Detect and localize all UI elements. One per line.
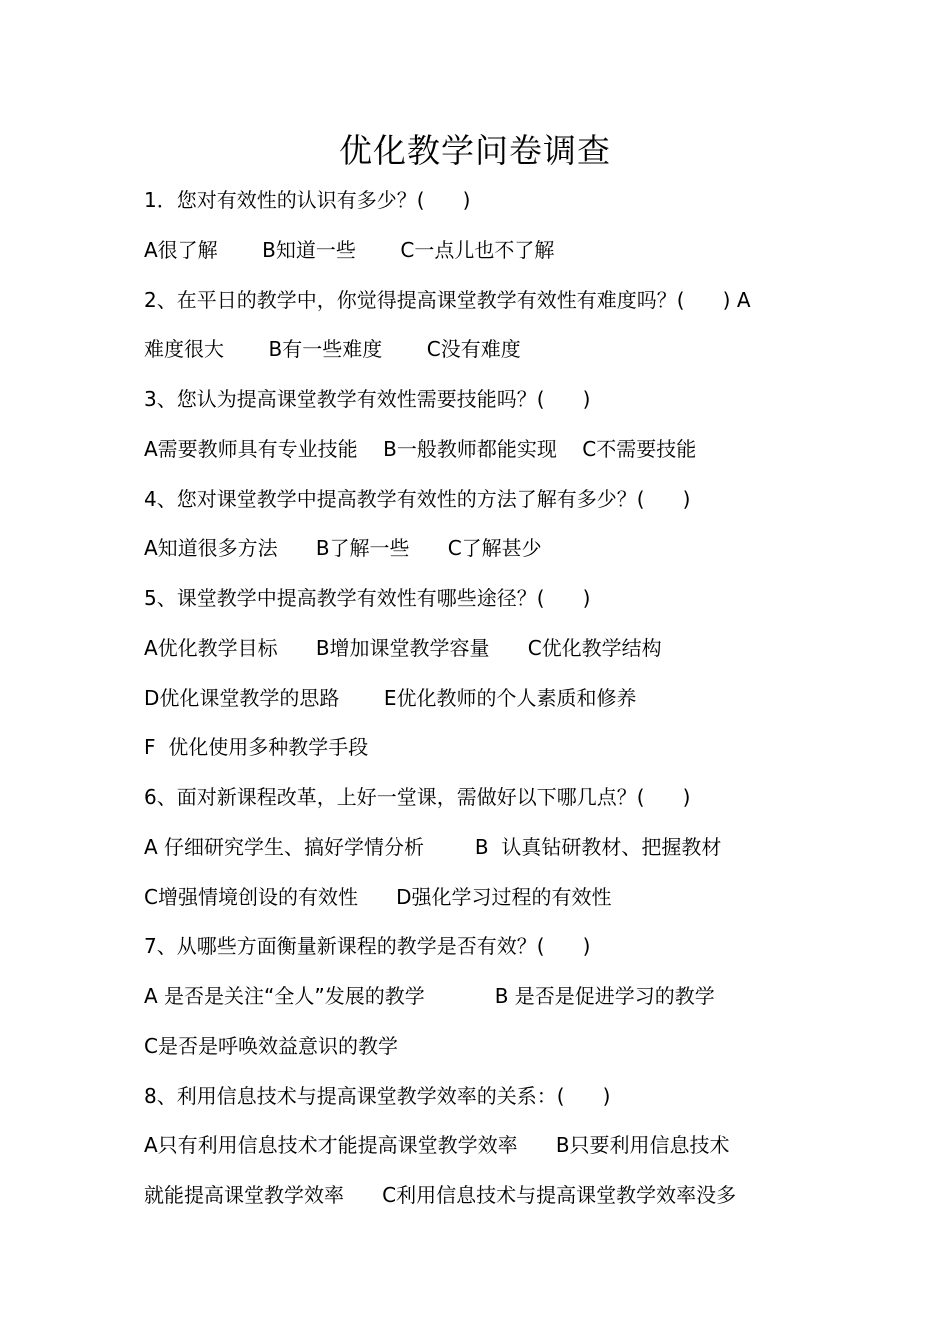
question-4-options: A知道很多方法 B了解一些 C了解甚少 — [144, 536, 542, 561]
question-3-options: A需要教师具有专业技能 B一般教师都能实现 C不需要技能 — [144, 436, 697, 461]
question-6-options-c-d: C增强情境创设的有效性 D强化学习过程的有效性 — [144, 884, 612, 909]
question-5-options-a-c: A优化教学目标 B增加课堂教学容量 C优化教学结构 — [144, 635, 662, 660]
question-7: 7、从哪些方面衡量新课程的教学是否有效？( ) — [144, 934, 591, 959]
question-5-options-d-e: D优化课堂教学的思路 E优化教师的个人素质和修养 — [144, 685, 637, 710]
question-4: 4、您对课堂教学中提高教学有效性的方法了解有多少？( ) — [144, 486, 691, 511]
question-8: 8、利用信息技术与提高课堂教学效率的关系：( ) — [144, 1083, 611, 1108]
question-5: 5、课堂教学中提高教学有效性有哪些途径？( ) — [144, 586, 591, 610]
question-1-options: A很了解 B知道一些 C一点儿也不了解 — [144, 237, 555, 262]
question-2: 2、在平日的教学中，你觉得提高课堂教学有效性有难度吗？( ) A — [144, 287, 751, 312]
questionnaire-body — [144, 176, 824, 1221]
question-3: 3、您认为提高课堂教学有效性需要技能吗？( ) — [144, 387, 591, 411]
page-title: 优化教学问卷调查 — [339, 131, 611, 170]
question-7-options-a-b: A 是否是关注“全人”发展的教学 B 是否是促进学习的教学 — [144, 984, 715, 1008]
question-8-options-line-2: 就能提高课堂教学效率 C利用信息技术与提高课堂教学效率没多 — [144, 1183, 737, 1207]
question-6: 6、面对新课程改革，上好一堂课，需做好以下哪几点？( ) — [144, 785, 691, 809]
question-1: 1．您对有效性的认识有多少？( ) — [144, 188, 471, 212]
question-6-options-a-b: A 仔细研究学生、搞好学情分析 B 认真钻研教材、把握教材 — [144, 834, 722, 859]
question-7-option-c: C是否是呼唤效益意识的教学 — [144, 1033, 398, 1058]
question-8-options-line-1: A只有利用信息技术才能提高课堂教学效率 B只要利用信息技术 — [144, 1133, 730, 1158]
question-2-options: 难度很大 B有一些难度 C没有难度 — [144, 337, 521, 362]
question-5-option-f: F 优化使用多种教学手段 — [144, 735, 369, 760]
